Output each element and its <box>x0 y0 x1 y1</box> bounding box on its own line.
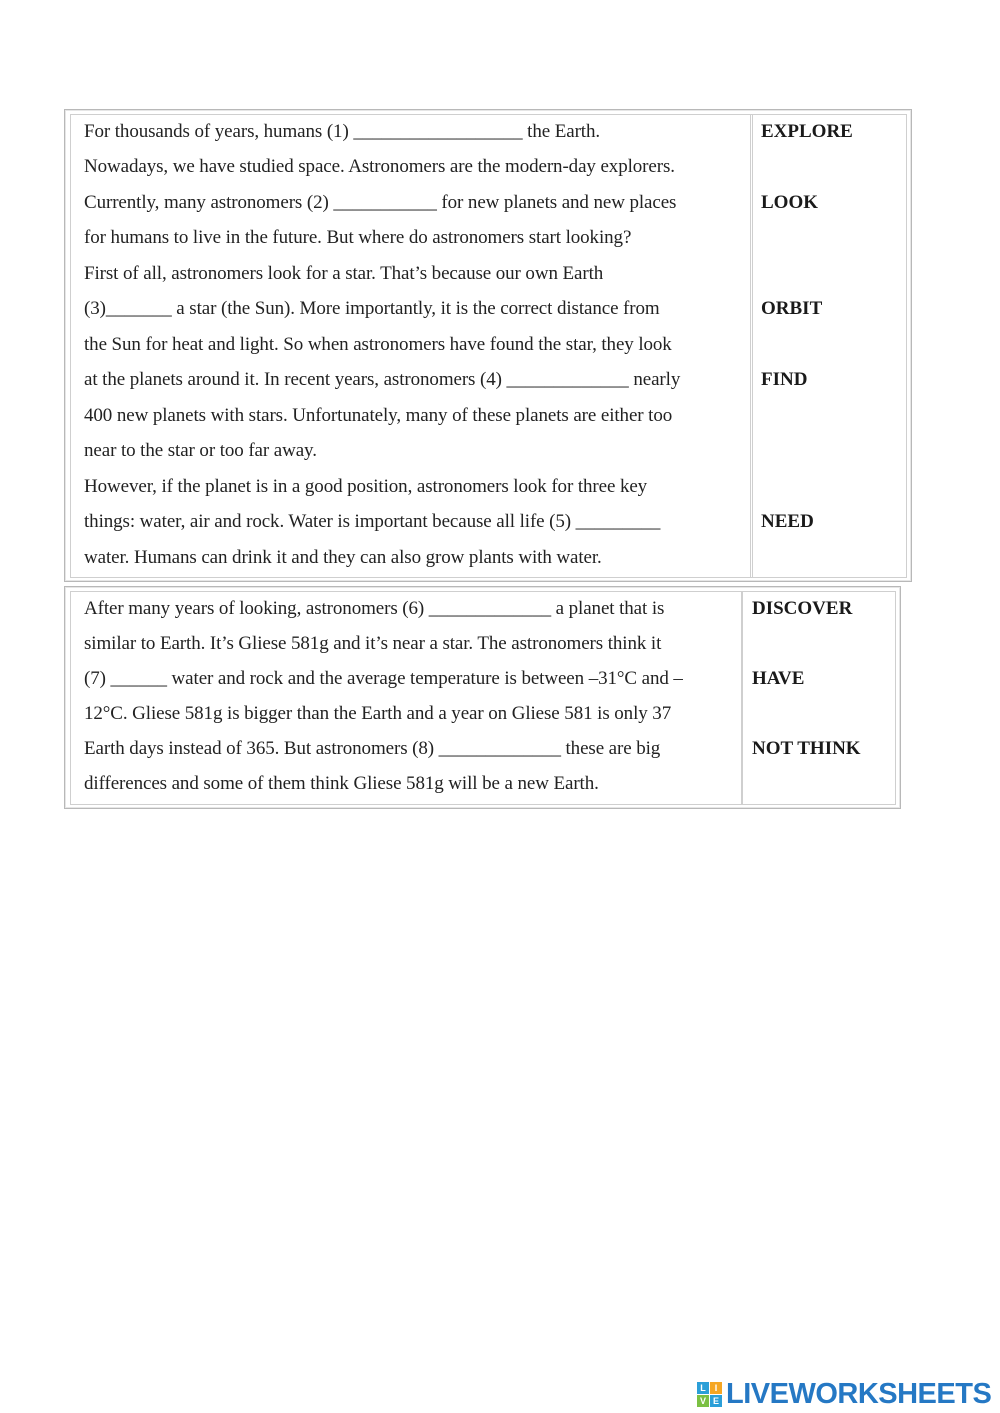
passage-line: the Sun for heat and light. So when astronomers have found the star, they look <box>84 334 672 355</box>
passage-line: for humans to live in the future. But where do astronomers start looking? <box>84 227 632 248</box>
passage-line: Earth days instead of 365. But astronomers (8) _____________ these are big <box>84 738 661 759</box>
passage-cell-1 <box>70 114 753 578</box>
exercise-table-1 <box>64 109 912 582</box>
passage-line: similar to Earth. It’s Gliese 581g and it’s near a star. The astronomers think it <box>84 633 662 654</box>
word-explore: EXPLORE <box>761 121 853 142</box>
passage-line: differences and some of them think Gliese 581g will be a new Earth. <box>84 773 599 794</box>
word-orbit: ORBIT <box>761 298 823 319</box>
passage-line: (7) ______ water and rock and the average temperature is between –31°C and – <box>84 668 683 689</box>
passage-line: near to the star or too far away. <box>84 440 317 461</box>
liveworksheets-logo <box>697 1378 991 1410</box>
word-find: FIND <box>761 369 808 390</box>
exercise-table-2 <box>64 586 901 809</box>
word-look: LOOK <box>761 192 819 213</box>
word-discover: DISCOVER <box>752 598 853 619</box>
logo-mark-icon: L I V E <box>697 1382 722 1407</box>
word-need: NEED <box>761 511 814 532</box>
passage-line: Currently, many astronomers (2) ___________ for new planets and new places <box>84 192 677 213</box>
passage-line: water. Humans can drink it and they can also grow plants with water. <box>84 547 602 568</box>
passage-line: Nowadays, we have studied space. Astronomers are the modern-day explorers. <box>84 156 675 177</box>
passage-line: at the planets around it. In recent years, astronomers (4) _____________ nearly <box>84 369 681 390</box>
passage-line: For thousands of years, humans (1) __________________ the Earth. <box>84 121 601 142</box>
passage-line: However, if the planet is in a good position, astronomers look for three key <box>84 476 648 497</box>
passage-cell-2 <box>70 591 743 805</box>
passage-line: things: water, air and rock. Water is important because all life (5) _________ <box>84 511 661 532</box>
passage-line: 12°C. Gliese 581g is bigger than the Earth and a year on Gliese 581 is only 37 <box>84 703 672 724</box>
passage-line: 400 new planets with stars. Unfortunately, many of these planets are either too <box>84 405 673 426</box>
word-bank-cell-2 <box>741 591 896 805</box>
passage-line: After many years of looking, astronomers (6) _____________ a planet that is <box>84 598 665 619</box>
word-not-think: NOT THINK <box>752 738 861 759</box>
word-have: HAVE <box>752 668 805 689</box>
brand-name: LIVEWORKSHEETS <box>726 1378 992 1410</box>
passage-line: First of all, astronomers look for a star. That’s because our own Earth <box>84 263 604 284</box>
passage-line: (3)_______ a star (the Sun). More importantly, it is the correct distance from <box>84 298 660 319</box>
word-bank-cell-1 <box>750 114 907 578</box>
